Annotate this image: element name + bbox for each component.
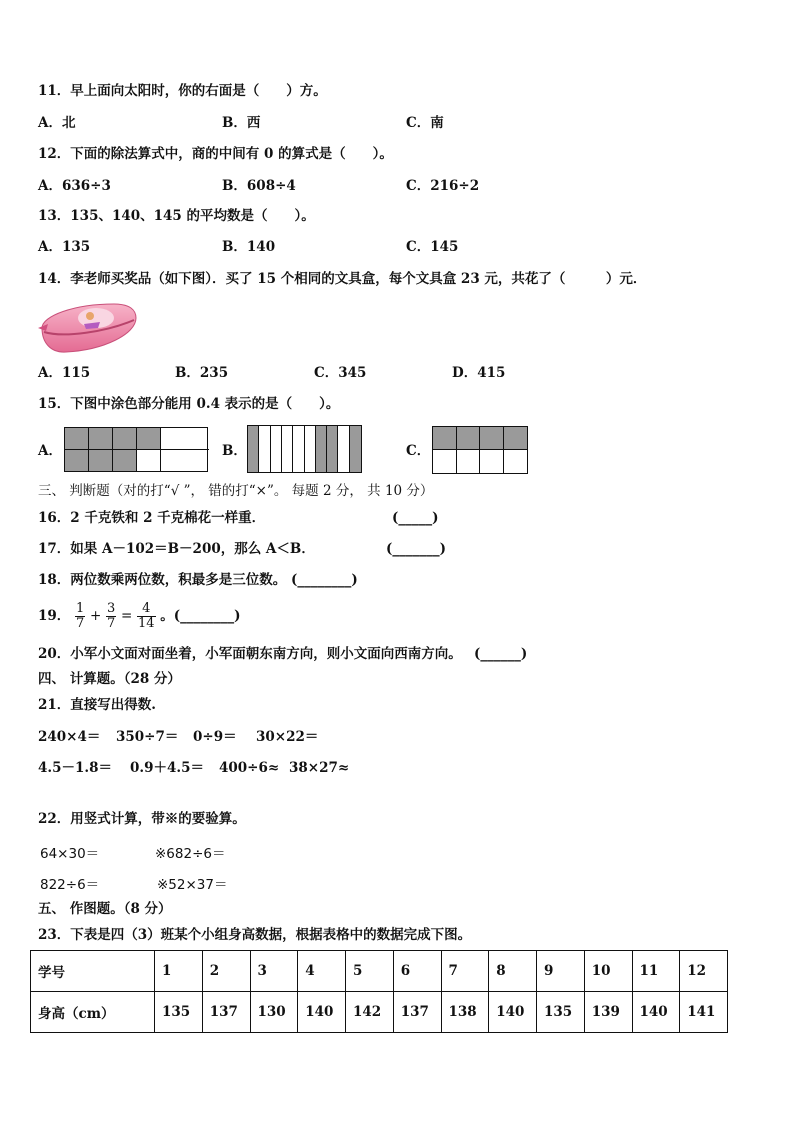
- equals-sign: =: [120, 608, 133, 624]
- q13-option-c: C．145: [406, 239, 459, 255]
- q22-item-1: 64×30＝: [40, 846, 100, 862]
- section-3-heading: 三、 判断题（对的打“√ ”， 错的打“×”。 每题 2 分， 共 10 分）: [38, 483, 434, 499]
- question-17-text: 17．如果 A－102＝B－200，那么 A＜B．: [38, 541, 315, 557]
- q15-figure-a: [64, 427, 208, 472]
- q16-answer-blank: (_____): [392, 510, 439, 526]
- q21-item-7: 400÷6≈: [219, 760, 280, 776]
- table-cell: 138: [441, 992, 489, 1033]
- table-cell: 135: [537, 992, 585, 1033]
- q19-number: 19．: [38, 608, 71, 624]
- table-cell: 2: [202, 951, 250, 992]
- table-cell: 5: [346, 951, 394, 992]
- q14-option-c: C．345: [314, 365, 367, 381]
- row-header-height: 身高（cm）: [31, 992, 155, 1033]
- question-22-stem: 22．用竖式计算，带※的要验算。: [38, 811, 246, 827]
- table-cell: 8: [489, 951, 537, 992]
- q21-item-1: 240×4＝: [38, 729, 101, 745]
- question-11-stem: 11．早上面向太阳时，你的右面是（ ）方。: [38, 83, 327, 99]
- table-cell: 142: [346, 992, 394, 1033]
- q12-option-c: C．216÷2: [406, 178, 480, 194]
- q18-answer-blank: (________): [291, 572, 358, 588]
- table-cell: 10: [584, 951, 632, 992]
- table-cell: 9: [537, 951, 585, 992]
- q21-item-4: 30×22＝: [256, 729, 319, 745]
- question-13-stem: 13．135、140、145 的平均数是（ ）。: [38, 208, 315, 224]
- q15-label-c: C．: [406, 443, 431, 459]
- table-cell: 7: [441, 951, 489, 992]
- question-19: [38, 600, 241, 632]
- q11-option-b: B．西: [222, 115, 261, 131]
- q19-answer-blank: 。(________): [160, 608, 241, 624]
- row-header-id: 学号: [31, 951, 155, 992]
- q22-item-2: ※682÷6＝: [155, 846, 226, 862]
- q14-option-d: D．415: [452, 365, 506, 381]
- q11-option-a: A．北: [38, 115, 76, 131]
- table-cell: 130: [250, 992, 298, 1033]
- q17-answer-blank: (_______): [386, 541, 447, 557]
- q21-item-2: 350÷7＝: [116, 729, 179, 745]
- fraction-1-7-a: $\frac{1}{7}$: [76, 601, 85, 631]
- question-23-stem: 23．下表是四（3）班某个小组身高数据，根据表格中的数据完成下图。: [38, 927, 472, 943]
- q15-figure-b: [247, 425, 362, 473]
- table-cell: 137: [393, 992, 441, 1033]
- question-20-text: 20．小军小文面对面坐着，小军面朝东南方向，则小文面向西南方向。: [38, 646, 462, 662]
- q15-label-b: B．: [222, 443, 247, 459]
- table-cell: 140: [298, 992, 346, 1033]
- q22-item-4: ※52×37＝: [157, 877, 228, 893]
- table-cell: 140: [489, 992, 537, 1033]
- fraction-3-7: $\frac{3}{7}$: [107, 601, 116, 631]
- table-row: [31, 951, 728, 992]
- question-12-stem: 12．下面的除法算式中，商的中间有 0 的算式是（ ）。: [38, 146, 393, 162]
- fraction-4-14: $\frac{4}{14}$: [138, 601, 155, 631]
- q15-figure-c: [432, 426, 528, 474]
- height-data-table: [30, 950, 728, 1033]
- q21-item-6: 0.9＋4.5＝: [130, 760, 204, 776]
- q21-item-3: 0÷9＝: [193, 729, 237, 745]
- table-cell: 11: [632, 951, 680, 992]
- table-cell: 137: [202, 992, 250, 1033]
- question-15-stem: 15．下图中涂色部分能用 0.4 表示的是（ ）。: [38, 396, 340, 412]
- q13-option-a: A．135: [38, 239, 91, 255]
- q14-option-a: A．115: [38, 365, 91, 381]
- plus-sign: +: [89, 608, 102, 624]
- q11-option-c: C．南: [406, 115, 444, 131]
- q13-option-b: B．140: [222, 239, 276, 255]
- pencil-case-image: [34, 298, 138, 358]
- q14-option-b: B．235: [175, 365, 229, 381]
- table-row: [31, 992, 728, 1033]
- q12-option-b: B．608÷4: [222, 178, 296, 194]
- q15-label-a: A．: [38, 443, 62, 459]
- question-14-stem: 14．李老师买奖品（如下图）．买了 15 个相同的文具盒，每个文具盒 23 元，共花了（ ）元．: [38, 271, 647, 287]
- table-cell: 140: [632, 992, 680, 1033]
- table-cell: 139: [584, 992, 632, 1033]
- table-cell: 3: [250, 951, 298, 992]
- q20-answer-blank: (______): [474, 646, 528, 662]
- section-5-heading: 五、 作图题。（8 分）: [38, 901, 172, 917]
- section-4-heading: 四、 计算题。（28 分）: [38, 671, 181, 687]
- q22-item-3: 822÷6＝: [40, 877, 100, 893]
- table-cell: 6: [393, 951, 441, 992]
- question-18-text: 18．两位数乘两位数，积最多是三位数。: [38, 572, 287, 588]
- q12-option-a: A．636÷3: [38, 178, 111, 194]
- q21-item-5: 4.5－1.8＝: [38, 760, 112, 776]
- question-21-stem: 21．直接写出得数.: [38, 697, 156, 713]
- table-cell: 135: [155, 992, 203, 1033]
- table-cell: 4: [298, 951, 346, 992]
- table-cell: 141: [680, 992, 728, 1033]
- table-cell: 1: [155, 951, 203, 992]
- q21-item-8: 38×27≈: [289, 760, 350, 776]
- table-cell: 12: [680, 951, 728, 992]
- question-16-text: 16．2 千克铁和 2 千克棉花一样重．: [38, 510, 266, 526]
